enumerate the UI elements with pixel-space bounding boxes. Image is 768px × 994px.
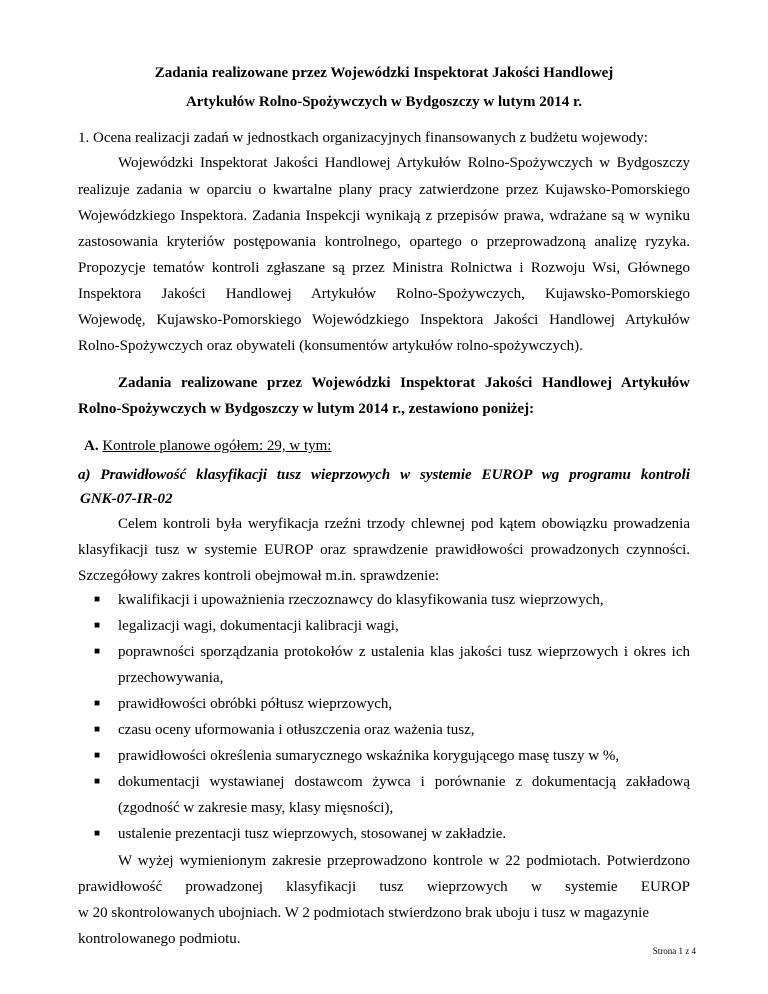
section-1-line: Propozycje tematów kontroli zgłaszane są przez Ministra Rolnictwa i Rozwoju Wsi, Głównego	[78, 260, 690, 276]
conclusion-line: W wyżej wymienionym zakresie przeprowadzono kontrole w 22 podmiotach. Potwierdzono	[118, 853, 690, 869]
section-a-label: A.	[84, 438, 99, 454]
summary-heading-line-1: Zadania realizowane przez Wojewódzki Inspektorat Jakości Handlowej Artykułów	[118, 375, 690, 391]
square-bullet-icon: ■	[94, 620, 101, 631]
square-bullet-icon: ■	[94, 776, 101, 787]
body-line: Szczegółowy zakres kontroli obejmował m.in. sprawdzenie:	[78, 568, 440, 584]
conclusion-line: kontrolowanego podmiotu.	[78, 931, 241, 947]
bullet-item: poprawności sporządzania protokołów z ustalenia klas jakości tusz wieprzowych i okres ich	[118, 644, 690, 660]
document-title-line-1: Zadania realizowane przez Wojewódzki Inspektorat Jakości Handlowej	[154, 65, 614, 81]
section-1-line: Wojewódzki Inspektorat Jakości Handlowej Artykułów Rolno-Spożywczych w Bydgoszczy	[118, 155, 690, 171]
section-1-line: Inspektora Jakości Handlowej Artykułów Rolno-Spożywczych, Kujawsko-Pomorskiego	[78, 286, 690, 302]
body-line: klasyfikacji tusz w systemie EUROP oraz sprawdzenie prawidłowości prowadzonych czynności.	[78, 542, 690, 558]
page-number: Strona 1 z 4	[652, 946, 696, 956]
bullet-item: legalizacji wagi, dokumentacji kalibracji wagi,	[118, 618, 399, 634]
square-bullet-icon: ■	[94, 594, 101, 605]
square-bullet-icon: ■	[94, 828, 101, 839]
bullet-item-continuation: (zgodność w zakresie masy, klasy mięsności),	[118, 800, 394, 816]
section-1-line: Rolno-Spożywczych oraz obywateli (konsumentów artykułów rolno-spożywczych).	[78, 338, 583, 354]
body-line: Celem kontroli była weryfikacja rzeźni trzody chlewnej pod kątem obowiązku prowadzenia	[118, 516, 690, 532]
section-1-line: zastosowania kryteriów postępowania kontrolnego, opartego o przeprowadzoną analizę ryzyka.	[78, 234, 690, 250]
section-1-heading: 1. Ocena realizacji zadań w jednostkach organizacyjnych finansowanych z budżetu wojewody:	[78, 130, 648, 146]
square-bullet-icon: ■	[94, 724, 101, 735]
section-1-line: Wojewódzkiego Inspektora. Zadania Inspekcji wynikają z przepisów prawa, wdrażane są w wyniku	[78, 208, 690, 224]
square-bullet-icon: ■	[94, 698, 101, 709]
bullet-item-continuation: przechowywania,	[118, 670, 224, 686]
subsection-a-heading-line-2: GNK-07-IR-02	[80, 491, 173, 507]
square-bullet-icon: ■	[94, 646, 101, 657]
bullet-item: czasu oceny uformowania i otłuszczenia oraz ważenia tusz,	[118, 722, 475, 738]
bullet-item: prawidłowości obróbki półtusz wieprzowych,	[118, 696, 393, 712]
conclusion-line: w 20 skontrolowanych ubojniach. W 2 podmiotach stwierdzono brak uboju i tusz w magazynie	[78, 905, 649, 921]
section-1-line: realizuje zadania w oparciu o kwartalne plany pracy zatwierdzone przez Kujawsko-Pomorskiego	[78, 182, 690, 198]
section-a-text: Kontrole planowe ogółem: 29, w tym:	[102, 438, 332, 454]
bullet-item: dokumentacji wystawianej dostawcom żywca i porównanie z dokumentacją zakładową	[118, 774, 690, 790]
square-bullet-icon: ■	[94, 750, 101, 761]
bullet-item: kwalifikacji i upoważnienia rzeczoznawcy do klasyfikowania tusz wieprzowych,	[118, 592, 604, 608]
bullet-item: ustalenie prezentacji tusz wieprzowych, stosowanej w zakładzie.	[118, 826, 507, 842]
summary-heading-line-2: Rolno-Spożywczych w Bydgoszczy w lutym 2014 r., zestawiono poniżej:	[78, 401, 535, 417]
conclusion-line: prawidłowość prowadzonej klasyfikacji tusz wieprzowych w systemie EUROP	[78, 879, 690, 895]
bullet-item: prawidłowości określenia sumarycznego wskaźnika korygującego masę tuszy w %,	[118, 748, 620, 764]
subsection-a-heading-line-1: a) Prawidłowość klasyfikacji tusz wieprzowych w systemie EUROP wg programu kontroli	[78, 467, 690, 483]
section-1-line: Wojewodę, Kujawsko-Pomorskiego Wojewódzkiego Inspektora Jakości Handlowej Artykułów	[78, 312, 690, 328]
document-title-line-2: Artykułów Rolno-Spożywczych w Bydgoszczy w lutym 2014 r.	[185, 94, 583, 110]
section-a-heading	[84, 436, 696, 456]
